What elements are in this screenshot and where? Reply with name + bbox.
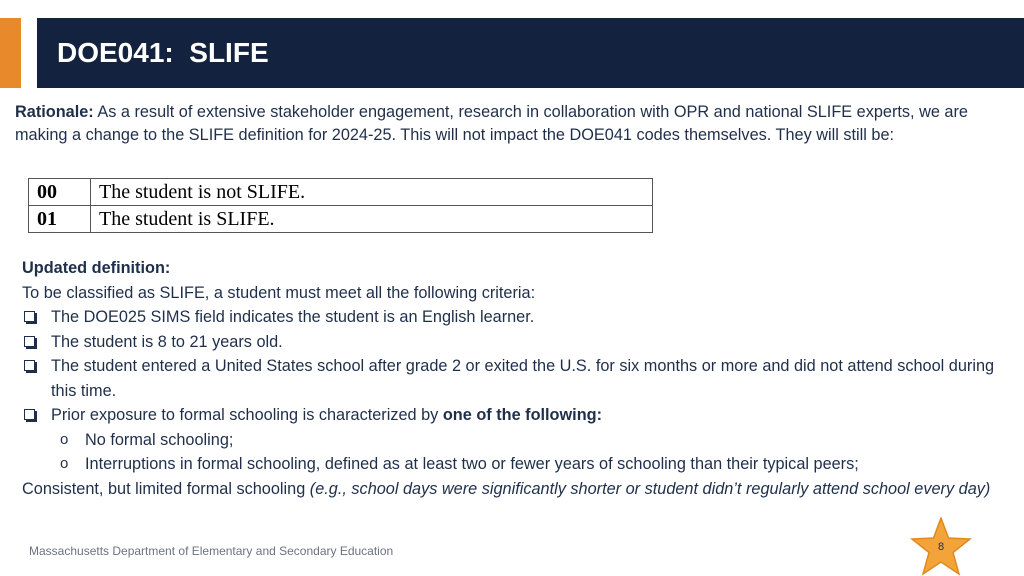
circle-bullet-icon: o [60, 455, 69, 472]
list-item [22, 428, 1002, 453]
table-row [29, 206, 653, 233]
rationale-paragraph [15, 101, 1005, 147]
rationale-text: As a result of extensive stakeholder engagement, research in collaboration with OPR and national SLIFE experts, we are making a change to the SLIFE definition for 2024-25. This will not impact the DOE041 codes themselves. They will still be: [15, 103, 968, 144]
sub-item-text: No formal schooling; [85, 430, 234, 449]
title-bar [37, 18, 1024, 88]
rationale-label: Rationale: [15, 103, 94, 121]
checkbox-bullet-icon [24, 311, 35, 322]
list-item [22, 354, 1002, 403]
page-number: 8 [937, 541, 945, 553]
sub-criteria-list [22, 428, 1002, 477]
description-cell: The student is SLIFE. [91, 206, 653, 233]
code-cell: 01 [29, 206, 91, 233]
list-item [22, 330, 1002, 355]
page-title: DOE041: SLIFE [57, 37, 269, 68]
checkbox-bullet-icon [24, 336, 35, 347]
checkbox-bullet-icon [24, 360, 35, 371]
codes-table [28, 178, 653, 233]
criterion-emphasis: one of the following: [442, 406, 603, 424]
tail-text: Consistent, but limited formal schooling [22, 479, 310, 498]
definition-intro: To be classified as SLIFE, a student must meet all the following criteria: [22, 283, 536, 302]
accent-bar [0, 18, 21, 88]
criterion-text: The student is 8 to 21 years old. [51, 332, 283, 351]
circle-bullet-icon: o [60, 430, 69, 448]
code-cell: 00 [29, 179, 91, 206]
tail-paragraph [22, 477, 1002, 502]
description-cell: The student is not SLIFE. [91, 179, 653, 206]
criterion-text: The student entered a United States school after grade 2 or exited the U.S. for six months or more and did not attend school during this time. [51, 357, 995, 400]
checkbox-bullet-icon [24, 409, 35, 420]
criterion-text: The DOE025 SIMS field indicates the student is an English learner. [51, 308, 535, 326]
list-item [22, 403, 1002, 428]
list-item [22, 305, 1002, 330]
table-row [29, 179, 653, 206]
footer-organization: Massachusetts Department of Elementary and Secondary Education [29, 544, 394, 558]
criteria-list [22, 305, 1002, 428]
sub-item-text: Interruptions in formal schooling, defined as at least two or fewer years of schooling than their typical peers; [85, 455, 859, 473]
list-item [22, 452, 1002, 477]
criterion-text: Prior exposure to formal schooling is characterized by [51, 406, 443, 424]
definition-section [22, 256, 1002, 501]
tail-example: (e.g., school days were significantly shorter or student didn’t regularly attend school every day) [309, 479, 991, 498]
definition-heading: Updated definition: [22, 259, 171, 277]
